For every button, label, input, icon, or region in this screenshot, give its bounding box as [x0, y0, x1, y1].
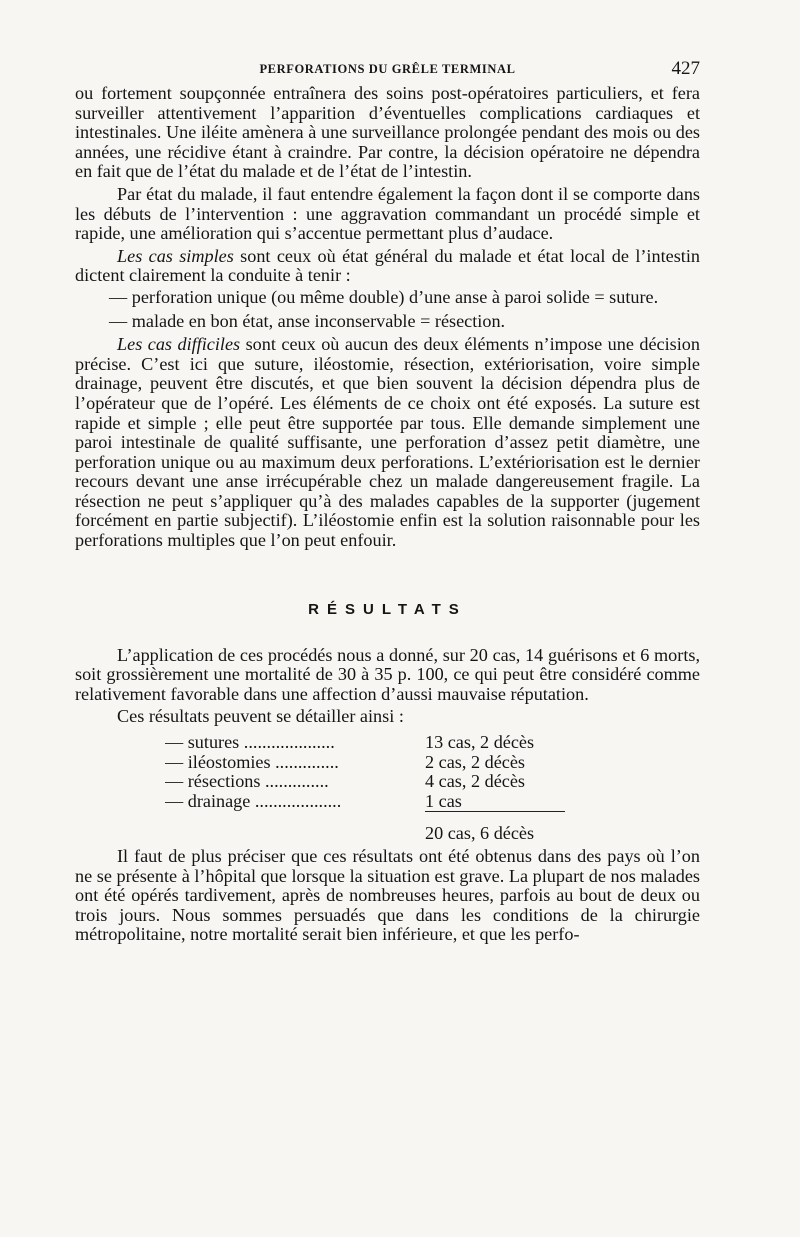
total-rule	[425, 824, 565, 837]
paragraph-6: Ces résultats peuvent se détailler ainsi :	[117, 706, 404, 727]
row-label: — sutures ....................	[165, 733, 335, 753]
table-row	[165, 792, 565, 812]
row-value: 13 cas, 2 décès	[425, 732, 535, 753]
document-page	[75, 56, 700, 945]
results-table	[165, 733, 565, 844]
row-label: — iléostomies ..............	[165, 752, 339, 772]
paragraph-7: Il faut de plus préciser que ces résultats ont été obtenus dans des pays où l’on ne se présente à l’hôpital que lorsque la situation est grave. La plupart de nos malades ont été opérés tardivement, après de nombreuses heures, parfois au bout de deux ou trois jours. Nous sommes persuadés que dans les conditions de la chirurgie métropolitaine, notre mortalité serait bien inférieure, et que les perfo-	[75, 846, 700, 945]
list-item: — malade en bon état, anse inconservable = résection.	[109, 310, 506, 331]
paragraph-4-text: sont ceux où aucun des deux éléments n’impose une décision précise. C’est ici que suture, iléostomie, résection, extériorisation, voire simple drainage, peuvent être discutés, et que bien souvent la décision dépendra plus de l’opérateur que de l’opéré. Les éléments de ce choix ont été exposés. La suture est rapide et simple ; elle peut être supportée par tous. Elle demande simplement une paroi intestinale de qualité suffisante, une perforation d’assez petit diamètre, une perforation unique ou au maximum deux perforations. L’extériorisation est le dernier recours devant une anse irrécupérable chez un malade dangereusement fragile. La résection ne peut s’appliquer qu’à des malades capables de la supporter (jugement forcément en partie subjectif). L’iléostomie enfin est la solution raisonnable pour les perforations multiples que l’on peut enfouir.	[75, 334, 700, 551]
total-value: 20 cas, 6 décès	[425, 823, 535, 844]
table-row	[165, 753, 565, 773]
paragraph-3-text: sont ceux où état général du malade et état local de l’intestin dictent clairement la conduite à tenir :	[75, 245, 700, 286]
paragraph-1: ou fortement soupçonnée entraînera des soins post-opératoires particuliers, et fera surveiller attentivement l’apparition d’éventuelles complications cardiaques et intestinales. Une iléite amènera à une surveillance prolongée pendant des mois ou des années, une récidive étant à craindre. Par contre, la décision opératoire ne dépendra en fait que de l’état du malade et de l’état de l’intestin.	[75, 83, 700, 182]
paragraph-5: L’application de ces procédés nous a donné, sur 20 cas, 14 guérisons et 6 morts, soit grossièrement une mortalité de 30 à 35 p. 100, ce qui peut être considéré comme relativement favorable dans une affection d’aussi mauvaise réputation.	[75, 644, 700, 704]
page-header	[75, 56, 700, 82]
section-title: RÉSULTATS	[308, 600, 467, 618]
list-item: — perforation unique (ou même double) d’une anse à paroi solide = suture.	[109, 286, 659, 307]
table-row	[165, 733, 565, 753]
paragraph-4	[75, 335, 700, 551]
row-value: 2 cas, 2 décès	[425, 751, 525, 772]
row-label: — drainage ...................	[165, 791, 342, 811]
paragraph-2: Par état du malade, il faut entendre également la façon dont il se comporte dans les débuts de l’intervention : une aggravation commandant un procédé simple et rapide, une amélioration qui s’accentue permettant plus d’audace.	[75, 183, 700, 244]
simple-cases-list	[75, 288, 700, 331]
paragraph-3	[75, 247, 700, 286]
row-value: 1 cas	[425, 790, 462, 811]
simple-cases-heading: Les cas simples	[117, 245, 234, 266]
row-label: — résections ..............	[165, 772, 329, 792]
row-value: 4 cas, 2 décès	[425, 771, 525, 792]
page-number: 427	[671, 58, 700, 79]
table-row	[165, 772, 565, 792]
running-title: PERFORATIONS DU GRÊLE TERMINAL	[259, 62, 516, 76]
difficult-cases-heading: Les cas difficiles	[117, 334, 241, 355]
